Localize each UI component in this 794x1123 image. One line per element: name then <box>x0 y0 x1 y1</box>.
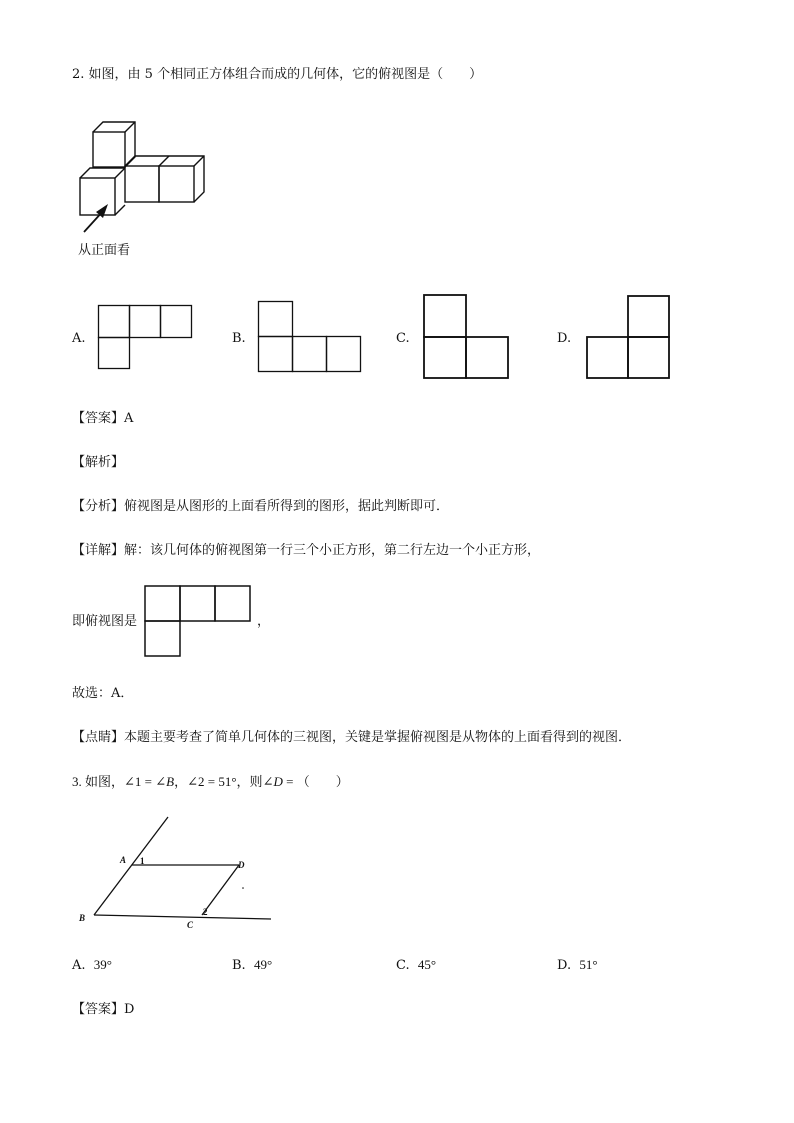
q3-ask-var: D <box>273 774 283 789</box>
q2-analysis-heading: 【解析】 <box>72 455 125 470</box>
q3-number: 3. 如图， <box>72 774 125 789</box>
q2-answer: 【答案】A <box>72 411 134 426</box>
q2-option-b-label[interactable]: B. <box>232 331 246 346</box>
fig-angle-1: 1 <box>140 856 145 866</box>
q3-condition-1-var: B <box>166 774 175 789</box>
q2-stem: 2. 如图，由 5 个相同正方体组合而成的几何体，它的俯视图是（ ） <box>72 67 483 82</box>
q3-option-a-label: A. <box>72 958 86 973</box>
q3-answer: 【答案】D <box>72 1002 135 1017</box>
fig-label-b: B <box>79 913 86 923</box>
q3-option-a-value: 39° <box>93 957 112 972</box>
q3-option-c[interactable] <box>396 957 436 974</box>
q3-separator: ， <box>174 774 188 789</box>
q2-option-d-label[interactable]: D. <box>557 331 572 346</box>
q3-option-b[interactable] <box>232 957 272 974</box>
q3-option-b-label: B. <box>232 958 246 973</box>
q2-option-c-figure[interactable] <box>423 294 511 380</box>
q2-remark: 【点睛】本题主要考查了简单几何体的三视图，关键是掌握俯视图是从物体的上面看得到的视图． <box>72 730 632 745</box>
q3-stem <box>72 774 349 790</box>
q3-ask-tail: = （ ） <box>282 774 349 789</box>
q2-option-c-label[interactable]: C. <box>396 331 410 346</box>
q3-option-c-label: C. <box>396 958 410 973</box>
q3-parallelogram-figure <box>78 815 278 935</box>
q2-detail: 【详解】解：该几何体的俯视图第一行三个小正方形，第二行左边一个小正方形， <box>72 543 541 558</box>
q2-option-d-figure[interactable] <box>586 295 672 381</box>
q2-top-view-figure <box>144 585 254 659</box>
fig-label-c: C <box>187 920 194 930</box>
front-view-label: 从正面看 <box>78 243 131 258</box>
q3-ask: ∠ <box>262 774 274 789</box>
q2-detail-prefix: 即俯视图是 <box>72 614 138 629</box>
q3-condition-1: ∠1 = ∠ <box>124 774 167 789</box>
q2-cube-figure <box>78 120 213 240</box>
fig-label-a: A <box>120 855 127 865</box>
q3-option-d[interactable] <box>557 957 598 974</box>
q3-option-a[interactable] <box>72 957 112 974</box>
fig-angle-2: 2 <box>203 907 208 917</box>
q2-conclusion: 故选：A． <box>72 686 134 701</box>
q3-option-d-label: D. <box>557 958 572 973</box>
q3-option-b-value: 49° <box>253 957 273 972</box>
q3-condition-2: ∠2 = 51° <box>187 774 237 789</box>
q2-analysis: 【分析】俯视图是从图形的上面看所得到的图形，据此判断即可． <box>72 499 450 514</box>
q3-then: ，则 <box>236 774 263 789</box>
q2-detail-suffix: ， <box>257 614 271 629</box>
q2-option-a-figure[interactable] <box>98 305 194 371</box>
q2-option-a-label[interactable]: A. <box>72 331 86 346</box>
q3-option-c-value: 45° <box>417 957 437 972</box>
q2-option-b-figure[interactable] <box>258 301 364 373</box>
q3-option-d-value: 51° <box>579 957 598 972</box>
fig-label-d: D <box>238 860 245 870</box>
